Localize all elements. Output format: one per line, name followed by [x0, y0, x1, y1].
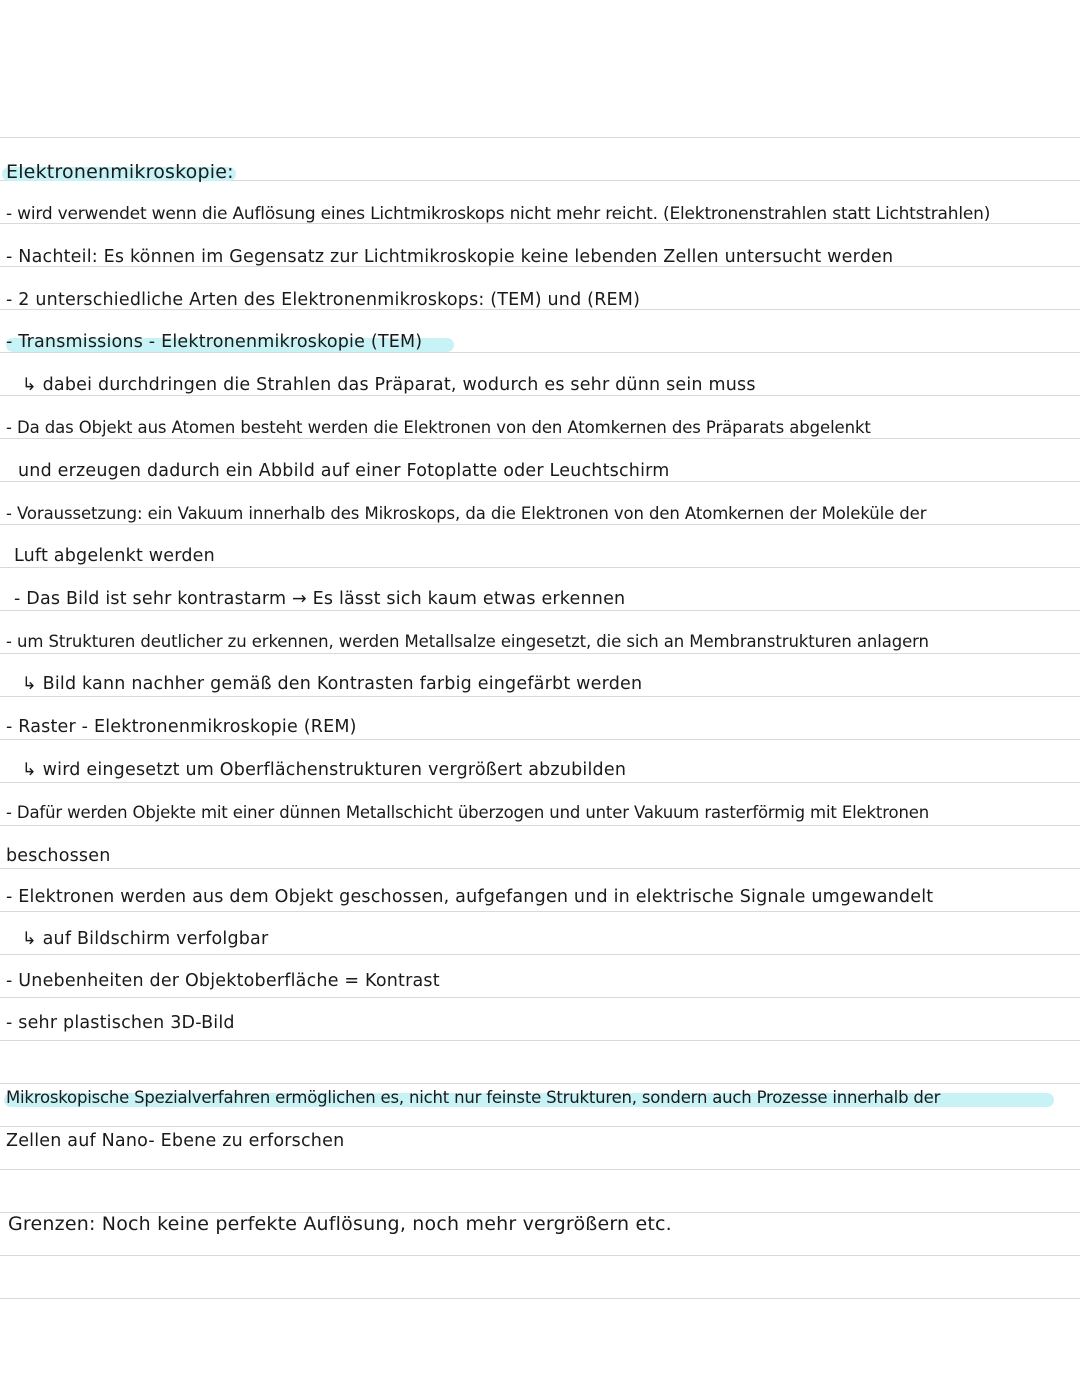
section-heading: Elektronenmikroskopie: [6, 161, 234, 183]
note-line: ↳ wird eingesetzt um Oberflächenstrukturen vergrößert abzubilden [22, 760, 627, 780]
ruled-line [0, 610, 1080, 611]
note-line: beschossen [6, 846, 111, 866]
note-line: - 2 unterschiedliche Arten des Elektronenmikroskops: (TEM) und (REM) [6, 290, 641, 310]
note-line: - Unebenheiten der Objektoberfläche = Kontrast [6, 971, 440, 991]
note-line: - Dafür werden Objekte mit einer dünnen Metallschicht überzogen und unter Vakuum rasterförmig mit Elektronen [6, 803, 930, 822]
ruled-line [0, 782, 1080, 783]
note-line: ↳ Bild kann nachher gemäß den Kontrasten farbig eingefärbt werden [22, 674, 643, 694]
summary-line: Zellen auf Nano- Ebene zu erforschen [6, 1131, 345, 1151]
note-line: - Das Bild ist sehr kontrastarm → Es lässt sich kaum etwas erkennen [14, 589, 626, 609]
ruled-line [0, 653, 1080, 654]
note-line: - Elektronen werden aus dem Objekt geschossen, aufgefangen und in elektrische Signale umgewandelt [6, 887, 934, 907]
ruled-line [0, 739, 1080, 740]
note-line: - Nachteil: Es können im Gegensatz zur Lichtmikroskopie keine lebenden Zellen untersucht werden [6, 247, 894, 267]
ruled-line [0, 696, 1080, 697]
ruled-line [0, 1126, 1080, 1127]
ruled-line [0, 911, 1080, 912]
summary-line: Mikroskopische Spezialverfahren ermöglichen es, nicht nur feinste Strukturen, sondern auch Prozesse innerhalb der [6, 1088, 941, 1107]
ruled-line [0, 1298, 1080, 1299]
note-line: Luft abgelenkt werden [14, 546, 215, 566]
note-line: ↳ auf Bildschirm verfolgbar [22, 929, 269, 949]
ruled-line [0, 1169, 1080, 1170]
note-line: - wird verwendet wenn die Auflösung eines Lichtmikroskops nicht mehr reicht. (Elektronenstrahlen statt Lichtstrahlen) [6, 204, 991, 224]
note-line: - um Strukturen deutlicher zu erkennen, werden Metallsalze eingesetzt, die sich an Membranstrukturen anlagern [6, 632, 929, 651]
ruled-line [0, 825, 1080, 826]
ruled-line [0, 868, 1080, 869]
note-line: und erzeugen dadurch ein Abbild auf einer Fotoplatte oder Leuchtschirm [18, 461, 670, 481]
note-line: - Voraussetzung: ein Vakuum innerhalb des Mikroskops, da die Elektronen von den Atomkernen der Moleküle der [6, 504, 927, 523]
ruled-line [0, 567, 1080, 568]
note-line: ↳ dabei durchdringen die Strahlen das Präparat, wodurch es sehr dünn sein muss [22, 375, 756, 395]
note-line: - Da das Objekt aus Atomen besteht werden die Elektronen von den Atomkernen des Präparats abgelenkt [6, 418, 871, 437]
ruled-line [0, 1083, 1080, 1084]
ruled-line [0, 954, 1080, 955]
note-line-rem-heading: - Raster - Elektronenmikroskopie (REM) [6, 717, 357, 737]
ruled-line [0, 997, 1080, 998]
limits-line: Grenzen: Noch keine perfekte Auflösung, noch mehr vergrößern etc. [8, 1213, 672, 1235]
note-line: - sehr plastischen 3D-Bild [6, 1013, 235, 1033]
ruled-line [0, 1255, 1080, 1256]
ruled-line [0, 137, 1080, 138]
ruled-line [0, 1040, 1080, 1041]
note-line-tem-heading: - Transmissions - Elektronenmikroskopie (TEM) [6, 332, 423, 352]
